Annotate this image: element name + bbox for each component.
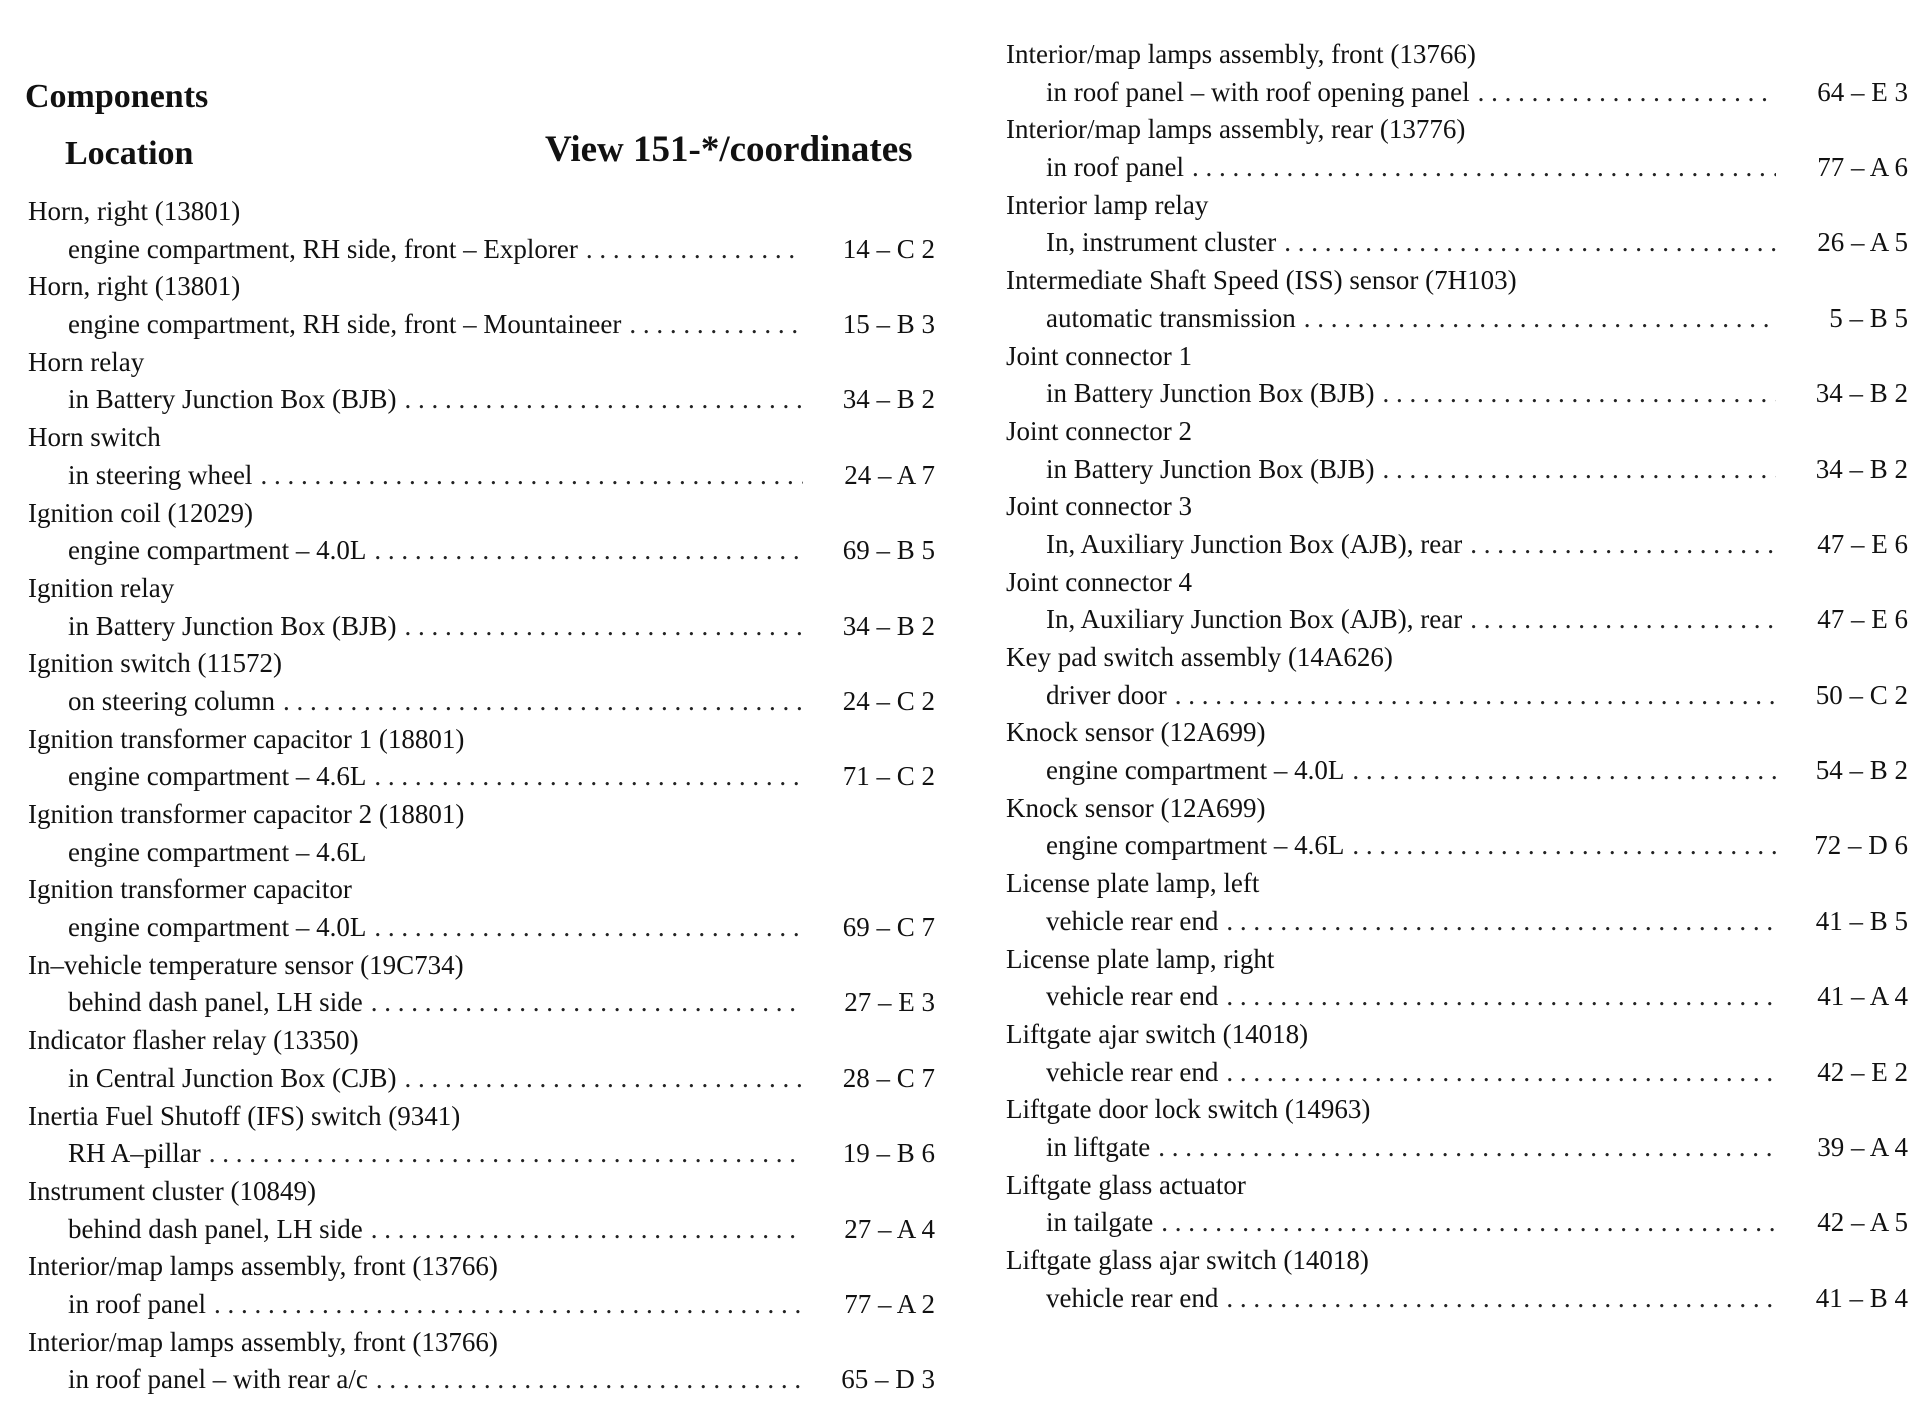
component-entry bbox=[0, 344, 960, 419]
component-entry bbox=[1000, 262, 1930, 337]
component-name: License plate lamp, left bbox=[1006, 868, 1260, 899]
dot-leader bbox=[260, 457, 803, 495]
component-entry bbox=[0, 1248, 960, 1323]
component-location: in roof panel – with roof opening panel bbox=[1046, 76, 1470, 107]
component-entry bbox=[0, 796, 960, 871]
component-name: Intermediate Shaft Speed (ISS) sensor (7H103) bbox=[1006, 265, 1517, 296]
dot-leader bbox=[1382, 375, 1776, 413]
component-entry bbox=[0, 570, 960, 645]
component-name: Joint connector 4 bbox=[1006, 566, 1192, 597]
component-name: Ignition transformer capacitor 2 (18801) bbox=[28, 799, 465, 829]
component-location-row bbox=[1000, 300, 1930, 338]
component-entry bbox=[0, 1022, 960, 1097]
component-name: Interior/map lamps assembly, front (13766) bbox=[1006, 39, 1476, 69]
component-name: Indicator flasher relay (13350) bbox=[28, 1025, 359, 1056]
dot-leader bbox=[283, 683, 803, 721]
component-location: engine compartment – 4.0L bbox=[68, 912, 367, 943]
component-location: engine compartment – 4.6L bbox=[68, 761, 367, 792]
component-name: Inertia Fuel Shutoff (IFS) switch (9341) bbox=[28, 1100, 461, 1131]
component-coordinates: 64 – E 3 bbox=[1817, 76, 1908, 107]
component-location-row bbox=[0, 1286, 960, 1324]
component-coordinates: 34 – B 2 bbox=[842, 610, 935, 641]
component-name: Joint connector 3 bbox=[1006, 491, 1192, 522]
component-name: Knock sensor (12A699) bbox=[1006, 717, 1266, 748]
components-heading: Components bbox=[25, 78, 209, 115]
component-name: Interior/map lamps assembly, front (13766) bbox=[28, 1326, 498, 1357]
component-location: engine compartment – 4.6L bbox=[1046, 830, 1345, 861]
component-coordinates: 71 – C 2 bbox=[842, 761, 935, 792]
component-location: RH A–pillar bbox=[68, 1138, 201, 1169]
component-location: in Battery Junction Box (BJB) bbox=[1046, 453, 1375, 484]
component-location: vehicle rear end bbox=[1046, 1282, 1219, 1313]
component-coordinates: 54 – B 2 bbox=[1815, 755, 1908, 786]
component-name: Ignition transformer capacitor 1 (18801) bbox=[28, 723, 465, 754]
component-coordinates: 72 – D 6 bbox=[1814, 830, 1908, 861]
dot-leader bbox=[1382, 451, 1776, 489]
component-location-row bbox=[1000, 1129, 1930, 1167]
component-entry bbox=[0, 193, 960, 268]
component-location: in tailgate bbox=[1046, 1207, 1154, 1238]
component-location-row bbox=[0, 984, 960, 1022]
component-name: Horn, right (13801) bbox=[28, 271, 241, 302]
component-location-row bbox=[0, 608, 960, 646]
dot-leader bbox=[1352, 752, 1776, 790]
component-location-row bbox=[1000, 752, 1930, 790]
component-name: Ignition relay bbox=[28, 572, 175, 603]
component-location-row bbox=[1000, 601, 1930, 639]
component-name: Instrument cluster (10849) bbox=[28, 1175, 316, 1206]
left-entry-list bbox=[0, 193, 960, 1399]
component-entry bbox=[1000, 1242, 1930, 1317]
component-coordinates: 39 – A 4 bbox=[1817, 1131, 1908, 1162]
component-coordinates: 41 – B 5 bbox=[1815, 905, 1908, 936]
dot-leader bbox=[629, 306, 803, 344]
component-coordinates: 28 – C 7 bbox=[842, 1062, 935, 1093]
component-entry bbox=[1000, 187, 1930, 262]
component-entry bbox=[0, 645, 960, 720]
dot-leader bbox=[1470, 526, 1776, 564]
dot-leader bbox=[371, 984, 803, 1022]
component-location: in roof panel bbox=[68, 1288, 206, 1319]
component-location-row bbox=[1000, 1054, 1930, 1092]
component-entry bbox=[1000, 1016, 1930, 1091]
dot-leader bbox=[586, 231, 803, 269]
component-name: License plate lamp, right bbox=[1006, 943, 1275, 974]
component-name: Horn switch bbox=[28, 422, 161, 453]
component-name: Key pad switch assembly (14A626) bbox=[1006, 642, 1393, 672]
component-entry bbox=[1000, 338, 1930, 413]
component-location-row bbox=[0, 834, 960, 872]
component-location: In, Auxiliary Junction Box (AJB), rear bbox=[1046, 604, 1463, 635]
component-entry bbox=[1000, 1091, 1930, 1166]
dot-leader bbox=[214, 1286, 803, 1324]
component-location-row bbox=[1000, 978, 1930, 1016]
component-location: on steering column bbox=[68, 685, 275, 716]
component-name: Interior/map lamps assembly, rear (13776) bbox=[1006, 114, 1466, 145]
component-coordinates: 41 – A 4 bbox=[1817, 981, 1908, 1012]
component-location-row bbox=[1000, 677, 1930, 715]
component-location: in liftgate bbox=[1046, 1131, 1151, 1162]
component-name: In–vehicle temperature sensor (19C734) bbox=[28, 949, 464, 980]
component-location-row bbox=[0, 231, 960, 269]
component-entry bbox=[1000, 639, 1930, 714]
location-column-header: Location bbox=[65, 135, 194, 172]
dot-leader bbox=[1175, 677, 1776, 715]
component-location: engine compartment, RH side, front – Mountaineer bbox=[68, 309, 622, 340]
component-name: Joint connector 1 bbox=[1006, 340, 1192, 371]
component-location-row bbox=[0, 758, 960, 796]
component-entry bbox=[1000, 564, 1930, 639]
dot-leader bbox=[376, 1361, 803, 1399]
component-entry bbox=[0, 1173, 960, 1248]
component-entry bbox=[0, 871, 960, 946]
component-entry bbox=[0, 721, 960, 796]
component-coordinates: 24 – A 7 bbox=[844, 459, 935, 490]
dot-leader bbox=[374, 758, 803, 796]
component-entry bbox=[1000, 413, 1930, 488]
component-name: Liftgate glass actuator bbox=[1006, 1169, 1246, 1200]
component-name: Liftgate glass ajar switch (14018) bbox=[1006, 1245, 1369, 1275]
component-entry bbox=[1000, 790, 1930, 865]
component-coordinates: 14 – C 2 bbox=[842, 233, 935, 264]
component-location: in roof panel bbox=[1046, 152, 1184, 183]
component-location-row bbox=[1000, 1280, 1930, 1318]
component-location: vehicle rear end bbox=[1046, 1056, 1219, 1087]
component-name: Joint connector 2 bbox=[1006, 415, 1192, 446]
component-coordinates: 34 – B 2 bbox=[1815, 378, 1908, 409]
component-entry bbox=[1000, 1167, 1930, 1242]
dot-leader bbox=[1478, 74, 1776, 112]
component-location-row bbox=[0, 1135, 960, 1173]
component-coordinates: 42 – A 5 bbox=[1817, 1207, 1908, 1238]
component-name: Ignition switch (11572) bbox=[28, 648, 282, 679]
component-location-row bbox=[0, 306, 960, 344]
dot-leader bbox=[404, 608, 803, 646]
dot-leader bbox=[374, 834, 803, 872]
component-name: Ignition transformer capacitor bbox=[28, 874, 352, 905]
component-entry bbox=[1000, 865, 1930, 940]
component-location: behind dash panel, LH side bbox=[68, 987, 363, 1018]
dot-leader bbox=[1226, 1054, 1776, 1092]
component-coordinates: 42 – E 2 bbox=[1817, 1056, 1908, 1087]
dot-leader bbox=[404, 381, 803, 419]
component-location-row bbox=[1000, 451, 1930, 489]
component-coordinates: 27 – E 3 bbox=[844, 987, 935, 1018]
component-coordinates: 47 – E 6 bbox=[1817, 528, 1908, 559]
component-location-row bbox=[1000, 827, 1930, 865]
component-name: Ignition coil (12029) bbox=[28, 497, 253, 528]
dot-leader bbox=[374, 532, 803, 570]
component-location-row bbox=[0, 1060, 960, 1098]
dot-leader bbox=[1226, 1280, 1776, 1318]
component-entry bbox=[0, 1098, 960, 1173]
component-name: Interior/map lamps assembly, front (13766) bbox=[28, 1251, 498, 1282]
component-location: in roof panel – with rear a/c bbox=[68, 1364, 368, 1395]
component-name: Knock sensor (12A699) bbox=[1006, 792, 1266, 823]
dot-leader bbox=[1158, 1129, 1776, 1167]
component-location: vehicle rear end bbox=[1046, 981, 1219, 1012]
component-name: Liftgate door lock switch (14963) bbox=[1006, 1094, 1371, 1125]
component-location-row bbox=[0, 1361, 960, 1399]
component-location: in Central Junction Box (CJB) bbox=[68, 1062, 397, 1093]
component-name: Interior lamp relay bbox=[1006, 189, 1209, 220]
component-coordinates: 69 – B 5 bbox=[842, 535, 935, 566]
component-name: Horn relay bbox=[28, 346, 145, 377]
component-coordinates: 24 – C 2 bbox=[842, 685, 935, 716]
component-coordinates: 65 – D 3 bbox=[841, 1364, 935, 1395]
component-coordinates: 27 – A 4 bbox=[844, 1213, 935, 1244]
component-location: driver door bbox=[1046, 679, 1167, 710]
component-location-row bbox=[0, 457, 960, 495]
dot-leader bbox=[1192, 149, 1776, 187]
component-entry bbox=[1000, 714, 1930, 789]
component-location: engine compartment, RH side, front – Explorer bbox=[68, 233, 578, 264]
component-entry bbox=[1000, 941, 1930, 1016]
component-coordinates: 41 – B 4 bbox=[1815, 1282, 1908, 1313]
component-coordinates: 77 – A 2 bbox=[844, 1288, 935, 1319]
component-location: in Battery Junction Box (BJB) bbox=[68, 384, 397, 415]
component-name: Horn, right (13801) bbox=[28, 196, 241, 226]
component-coordinates: 34 – B 2 bbox=[842, 384, 935, 415]
view-coordinates-column-header: View 151-*/coordinates bbox=[545, 129, 913, 170]
dot-leader bbox=[374, 909, 803, 947]
component-location-row bbox=[0, 1211, 960, 1249]
component-location-row bbox=[0, 532, 960, 570]
dot-leader bbox=[1226, 903, 1776, 941]
component-location-row bbox=[1000, 526, 1930, 564]
component-location-row bbox=[0, 683, 960, 721]
component-location: automatic transmission bbox=[1046, 302, 1296, 333]
dot-leader bbox=[404, 1060, 803, 1098]
component-location: in Battery Junction Box (BJB) bbox=[68, 610, 397, 641]
dot-leader bbox=[1161, 1204, 1776, 1242]
component-location-row bbox=[0, 909, 960, 947]
component-coordinates: 15 – B 3 bbox=[842, 309, 935, 340]
component-entry bbox=[0, 419, 960, 494]
dot-leader bbox=[1352, 827, 1776, 865]
dot-leader bbox=[1304, 300, 1776, 338]
component-coordinates: 50 – C 2 bbox=[1815, 679, 1908, 710]
dot-leader bbox=[1226, 978, 1776, 1016]
component-location: behind dash panel, LH side bbox=[68, 1213, 363, 1244]
component-location: engine compartment – 4.0L bbox=[68, 535, 367, 566]
component-entry bbox=[1000, 488, 1930, 563]
component-location-row bbox=[1000, 74, 1930, 112]
component-location-row bbox=[0, 381, 960, 419]
component-name: Liftgate ajar switch (14018) bbox=[1006, 1018, 1309, 1049]
dot-leader bbox=[1470, 601, 1776, 639]
dot-leader bbox=[371, 1211, 803, 1249]
component-entry bbox=[0, 1324, 960, 1399]
dot-leader bbox=[1284, 224, 1776, 262]
component-entry bbox=[0, 947, 960, 1022]
component-coordinates: 47 – E 6 bbox=[1817, 604, 1908, 635]
component-location: engine compartment – 4.6L bbox=[68, 836, 367, 867]
component-location-row bbox=[1000, 1204, 1930, 1242]
component-location: in Battery Junction Box (BJB) bbox=[1046, 378, 1375, 409]
component-location-row bbox=[1000, 224, 1930, 262]
component-coordinates: 26 – A 5 bbox=[1817, 227, 1908, 258]
component-entry bbox=[1000, 36, 1930, 111]
component-location: engine compartment – 4.0L bbox=[1046, 755, 1345, 786]
component-location: in steering wheel bbox=[68, 459, 253, 490]
component-entry bbox=[1000, 111, 1930, 186]
component-coordinates: 69 – C 7 bbox=[842, 912, 935, 943]
component-location-row bbox=[1000, 149, 1930, 187]
component-coordinates: 34 – B 2 bbox=[1815, 453, 1908, 484]
component-location: In, instrument cluster bbox=[1046, 227, 1277, 258]
component-location: In, Auxiliary Junction Box (AJB), rear bbox=[1046, 528, 1463, 559]
component-location: vehicle rear end bbox=[1046, 905, 1219, 936]
component-entry bbox=[0, 268, 960, 343]
component-coordinates: 19 – B 6 bbox=[842, 1138, 935, 1169]
component-location-row bbox=[1000, 375, 1930, 413]
right-entry-list bbox=[1000, 36, 1930, 1317]
component-coordinates: 5 – B 5 bbox=[1829, 302, 1908, 333]
component-coordinates: 77 – A 6 bbox=[1817, 152, 1908, 183]
component-location-row bbox=[1000, 903, 1930, 941]
component-entry bbox=[0, 495, 960, 570]
dot-leader bbox=[209, 1135, 803, 1173]
